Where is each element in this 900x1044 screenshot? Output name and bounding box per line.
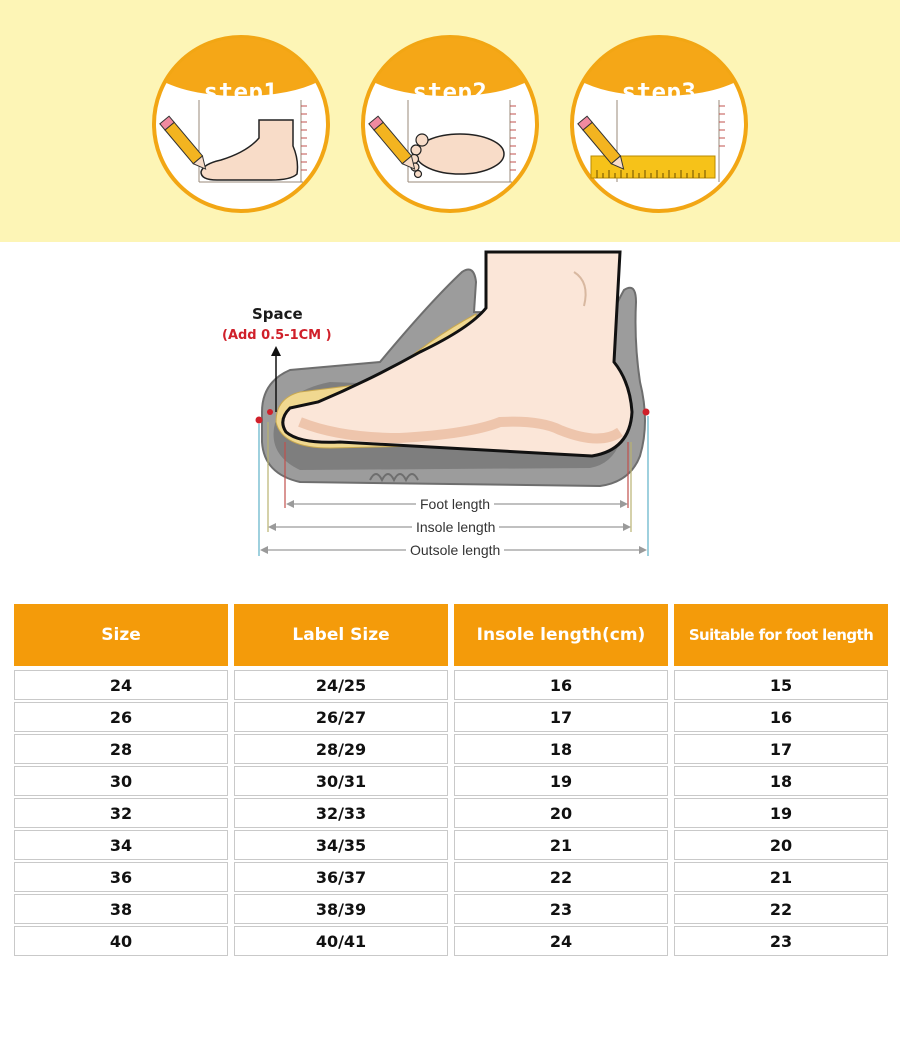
cell-label-size: 38/39 <box>234 894 448 924</box>
table-row <box>14 734 888 764</box>
space-note: (Add 0.5-1CM ) <box>222 328 332 343</box>
header-insole-length: Insole length(cm) <box>454 604 668 666</box>
cell-size: 28 <box>14 734 228 764</box>
cell-foot-length: 17 <box>674 734 888 764</box>
cell-label-size: 28/29 <box>234 734 448 764</box>
cell-insole-length: 24 <box>454 926 668 956</box>
cell-label-size: 24/25 <box>234 670 448 700</box>
step-2 <box>360 34 540 214</box>
cell-insole-length: 17 <box>454 702 668 732</box>
cell-label-size: 32/33 <box>234 798 448 828</box>
cell-foot-length: 23 <box>674 926 888 956</box>
table-row <box>14 798 888 828</box>
step-2-label: step2 <box>412 78 488 106</box>
header-size: Size <box>14 604 228 666</box>
table-row <box>14 926 888 956</box>
header-label-size: Label Size <box>234 604 448 666</box>
cell-foot-length: 18 <box>674 766 888 796</box>
size-table <box>14 604 888 956</box>
cell-size: 32 <box>14 798 228 828</box>
table-row <box>14 894 888 924</box>
step-3-label: step3 <box>621 78 697 106</box>
step-2-circle <box>360 34 540 214</box>
cell-foot-length: 21 <box>674 862 888 892</box>
cell-label-size: 30/31 <box>234 766 448 796</box>
cell-foot-length: 16 <box>674 702 888 732</box>
cell-size: 36 <box>14 862 228 892</box>
outsole-length-label: Outsole length <box>406 542 504 558</box>
cell-insole-length: 21 <box>454 830 668 860</box>
step-1 <box>151 34 331 214</box>
table-row <box>14 670 888 700</box>
cell-label-size: 40/41 <box>234 926 448 956</box>
cell-foot-length: 15 <box>674 670 888 700</box>
cell-size: 24 <box>14 670 228 700</box>
cell-size: 40 <box>14 926 228 956</box>
cell-insole-length: 20 <box>454 798 668 828</box>
cell-insole-length: 23 <box>454 894 668 924</box>
header-foot-length: Suitable for foot length <box>674 604 888 666</box>
cell-foot-length: 20 <box>674 830 888 860</box>
cell-label-size: 26/27 <box>234 702 448 732</box>
shoe-diagram <box>0 242 900 582</box>
cell-label-size: 34/35 <box>234 830 448 860</box>
table-body <box>14 670 888 956</box>
cell-foot-length: 19 <box>674 798 888 828</box>
cell-insole-length: 19 <box>454 766 668 796</box>
step-1-circle <box>151 34 331 214</box>
cell-foot-length: 22 <box>674 894 888 924</box>
cell-size: 30 <box>14 766 228 796</box>
insole-length-label: Insole length <box>412 519 499 535</box>
cell-size: 26 <box>14 702 228 732</box>
cell-insole-length: 22 <box>454 862 668 892</box>
table-header-row <box>14 604 888 666</box>
cell-insole-length: 18 <box>454 734 668 764</box>
table-row <box>14 702 888 732</box>
cell-size: 38 <box>14 894 228 924</box>
step-1-label: step1 <box>203 78 279 106</box>
cell-label-size: 36/37 <box>234 862 448 892</box>
steps-band <box>0 0 900 242</box>
table-row <box>14 862 888 892</box>
step-3 <box>569 34 749 214</box>
table-row <box>14 830 888 860</box>
space-title: Space <box>252 305 303 323</box>
step-3-circle <box>569 34 749 214</box>
cell-size: 34 <box>14 830 228 860</box>
cell-insole-length: 16 <box>454 670 668 700</box>
foot-length-label: Foot length <box>416 496 494 512</box>
table-row <box>14 766 888 796</box>
